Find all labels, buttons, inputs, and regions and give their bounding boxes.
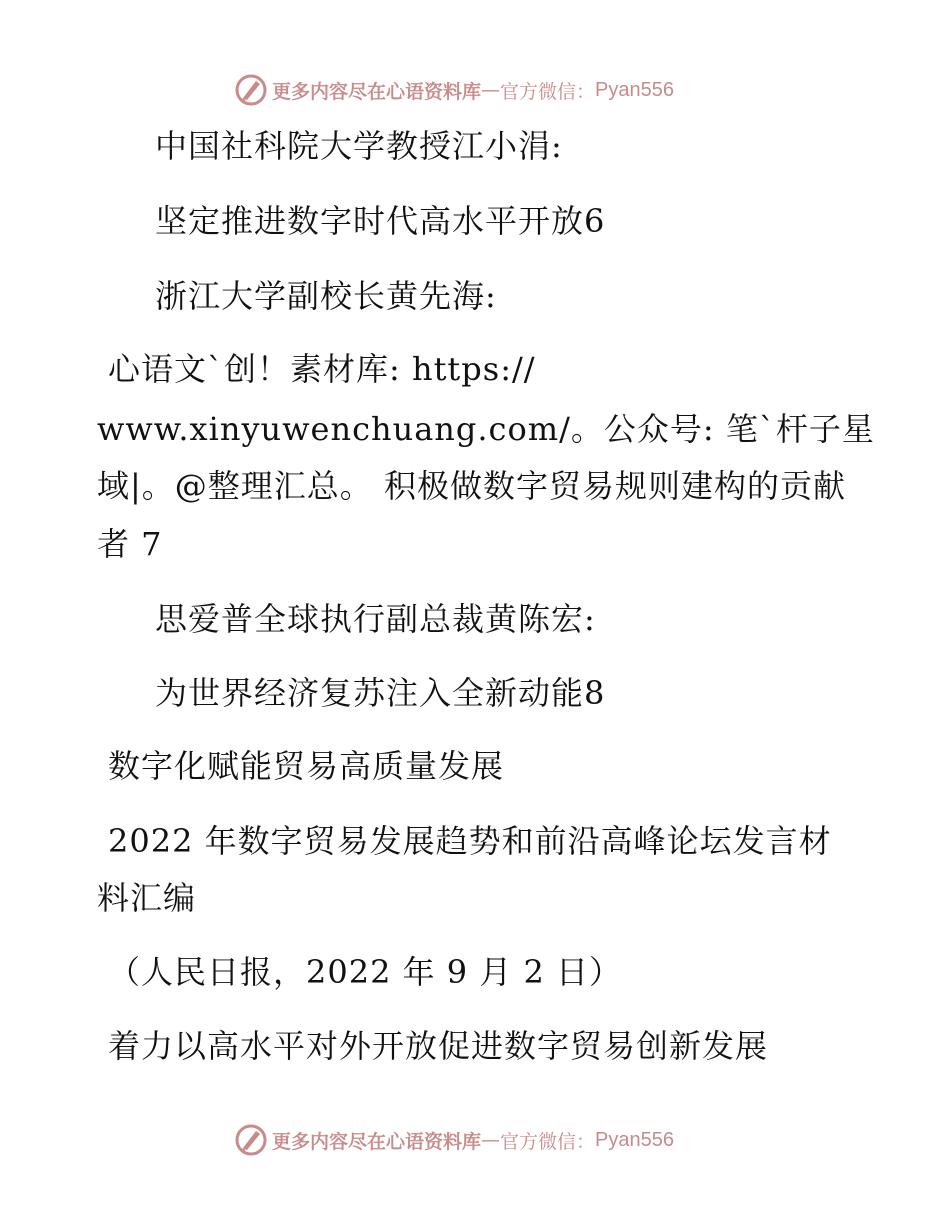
- header-watermark: [234, 72, 674, 108]
- watermark-id: Pyan556: [595, 1128, 674, 1151]
- quill-pen-logo-icon: [234, 1123, 268, 1157]
- watermark-label: 官方微信：: [500, 1130, 596, 1153]
- text-line: 2022 年数字贸易发展趋势和前沿高峰论坛发言材: [108, 822, 832, 860]
- watermark-separator: —: [481, 1129, 501, 1151]
- watermark-separator: —: [481, 79, 501, 101]
- text-line: 浙江大学副校长黄先海:: [155, 277, 497, 315]
- text-line: 坚定推进数字时代高水平开放6: [155, 202, 606, 240]
- text-line: 者 7: [97, 525, 163, 563]
- watermark-id: Pyan556: [595, 78, 674, 101]
- text-line: 为世界经济复苏注入全新动能8: [155, 674, 606, 712]
- text-line: 心语文`创！素材库: https://: [108, 350, 536, 388]
- text-line: 中国社科院大学教授江小涓:: [155, 127, 563, 165]
- quill-pen-logo-icon: [234, 73, 268, 107]
- watermark-text: 更多内容尽在心语资料库: [272, 80, 482, 103]
- text-line: 料汇编: [97, 879, 197, 917]
- footer-watermark: [234, 1122, 674, 1158]
- text-line: www.xinyuwenchuang.com/。公众号: 笔`杆子星: [97, 410, 875, 448]
- text-line: （人民日报，2022 年 9 月 2 日）: [108, 953, 623, 991]
- text-line: 域|。@整理汇总。 积极做数字贸易规则建构的贡献: [97, 467, 846, 505]
- watermark-label: 官方微信：: [500, 80, 596, 103]
- text-line: 思爱普全球执行副总裁黄陈宏:: [155, 600, 596, 638]
- text-line: 着力以高水平对外开放促进数字贸易创新发展: [108, 1027, 769, 1065]
- text-line: 数字化赋能贸易高质量发展: [108, 747, 505, 785]
- watermark-text: 更多内容尽在心语资料库: [272, 1130, 482, 1153]
